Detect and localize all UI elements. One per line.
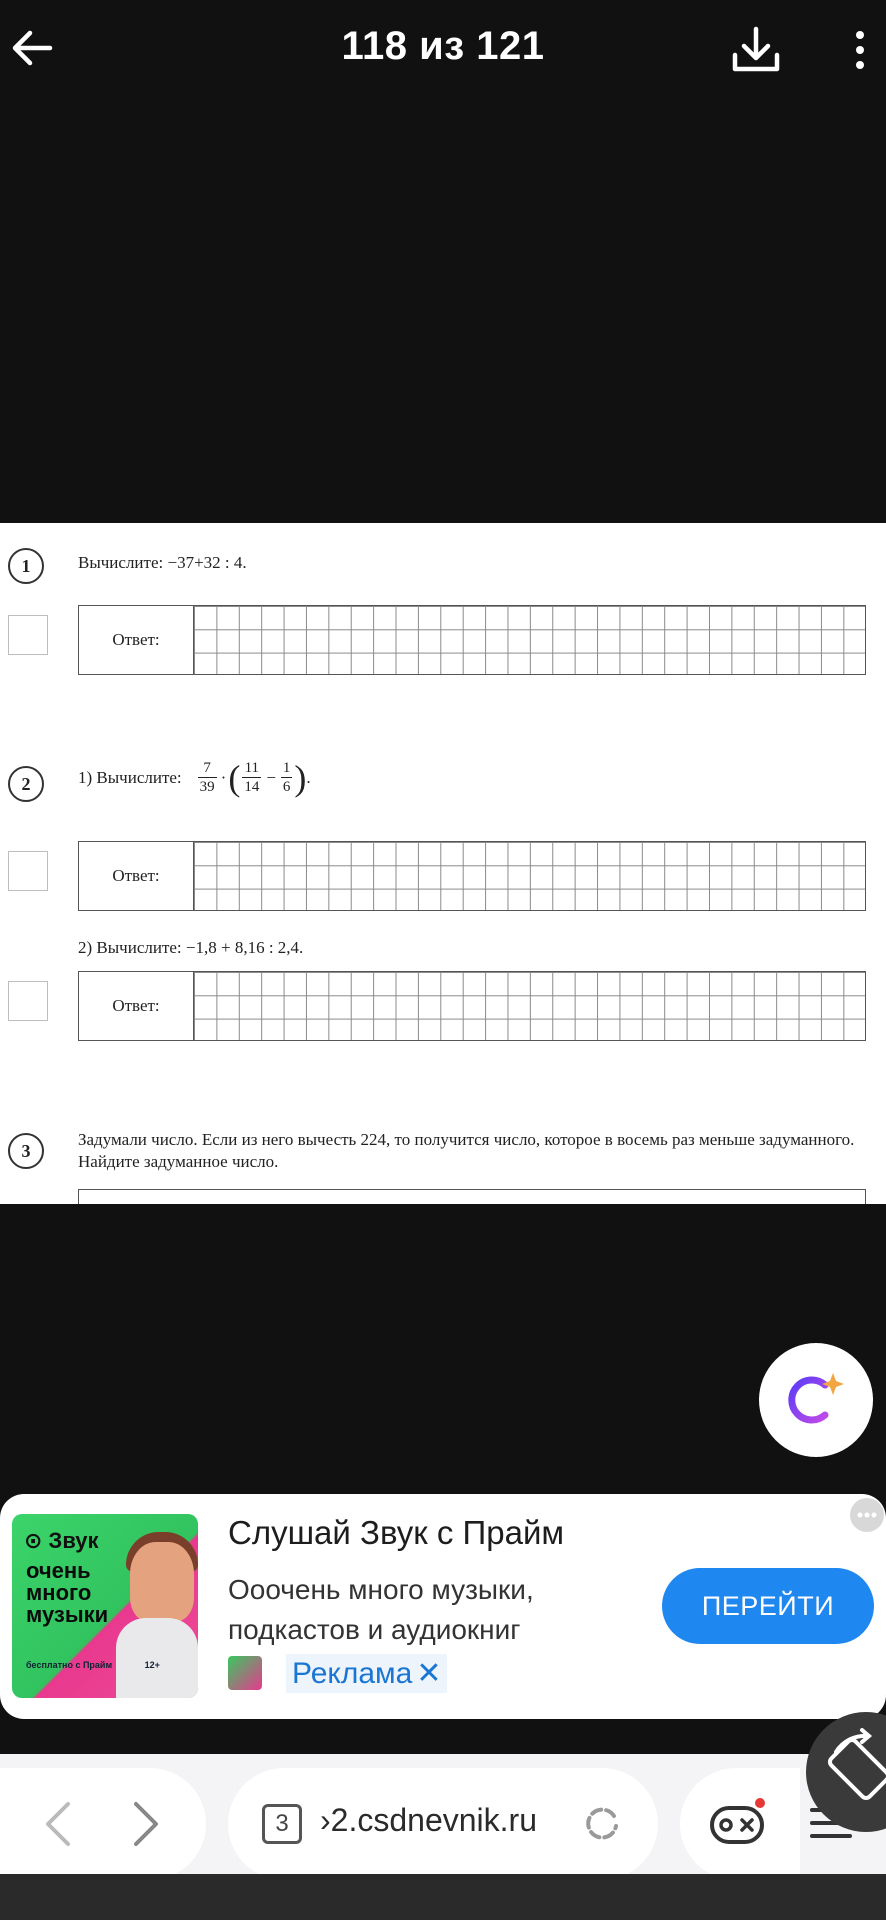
navigation-pill xyxy=(0,1768,206,1880)
task-1-answer-grid[interactable] xyxy=(194,606,865,674)
task-2-2-answer-box[interactable] xyxy=(78,971,866,1041)
close-icon[interactable]: ✕ xyxy=(416,1657,442,1690)
ad-slogan: очень много музыки xyxy=(26,1558,109,1627)
page-counter: 118 из 121 xyxy=(341,24,545,68)
task-2-part-2-text: 2) Вычислите: −1,8 + 8,16 : 2,4. xyxy=(78,938,304,957)
task-1-number: 1 xyxy=(8,548,44,584)
fraction-c: $\frac{1}{6}$ xyxy=(282,760,291,795)
chevron-left-icon xyxy=(44,1800,72,1848)
ad-cta-button[interactable]: ПЕРЕЙТИ xyxy=(662,1568,874,1644)
task-1-answer-box[interactable] xyxy=(78,605,866,675)
ad-banner[interactable] xyxy=(0,1494,886,1719)
reload-icon xyxy=(580,1802,624,1846)
task-2-part-1-text: 1) Вычислите: $\frac{7}{39}$ · ( $\frac{11}{14}$ − $\frac{1}{6}$ ) . xyxy=(78,757,311,798)
more-horizontal-icon xyxy=(857,1512,877,1518)
rotate-screen-button[interactable] xyxy=(806,1712,886,1832)
task-3-answer-box[interactable] xyxy=(78,1189,866,1204)
task-3-text: Задумали число. Если из него вычесть 224, то получится число, которое в восемь раз меньше задуманного. Найдите задуманное число. xyxy=(78,1130,855,1171)
task-3-number: 3 xyxy=(8,1133,44,1169)
task-1-answer-label: Ответ: xyxy=(79,606,194,674)
ad-label[interactable]: Реклама ✕ xyxy=(286,1654,447,1693)
system-nav-strip xyxy=(0,1874,886,1920)
browser-forward-button[interactable] xyxy=(118,1796,174,1852)
ad-description: Ооочень много музыки, подкастов и аудиокниг xyxy=(228,1574,534,1645)
task-2-2-score-box xyxy=(8,981,48,1021)
more-vertical-icon xyxy=(854,29,866,71)
fraction-b: $\frac{11}{14}$ xyxy=(244,760,260,795)
download-icon xyxy=(729,23,783,77)
fraction-a: $\frac{7}{39}$ xyxy=(199,760,215,795)
ad-strip-text: бесплатно с Прайм 12+ xyxy=(26,1660,160,1670)
task-1-text: Вычислите: −37+32 : 4. xyxy=(78,553,247,572)
rotate-icon xyxy=(806,1712,886,1832)
chevron-right-icon xyxy=(132,1800,160,1848)
ad-person-face xyxy=(130,1542,194,1622)
task-2-1-answer-label: Ответ: xyxy=(79,842,194,910)
address-bar[interactable] xyxy=(228,1768,658,1880)
gamepad-icon xyxy=(708,1798,766,1850)
task-2-2-answer-label: Ответ: xyxy=(79,972,194,1040)
task-2-1-score-box xyxy=(8,851,48,891)
ad-brand: ⊙ Звук xyxy=(24,1528,99,1553)
task-2-part-1-prefix: 1) Вычислите: xyxy=(78,767,182,787)
ad-more-button[interactable] xyxy=(850,1498,884,1532)
alice-assistant-icon xyxy=(785,1369,847,1431)
ad-person-shirt xyxy=(116,1618,198,1698)
task-1-score-box xyxy=(8,615,48,655)
url-text[interactable]: ›2.csdnevnik.ru xyxy=(320,1802,537,1838)
document-page xyxy=(0,523,886,1204)
ad-title[interactable]: Слушай Звук с Прайм xyxy=(228,1514,565,1551)
task-2-1-answer-grid[interactable] xyxy=(194,842,865,910)
tab-count[interactable]: 3 xyxy=(262,1804,302,1844)
assistant-button[interactable] xyxy=(759,1343,873,1457)
task-2-number: 2 xyxy=(8,766,44,802)
top-bar xyxy=(0,0,886,100)
games-button[interactable] xyxy=(708,1798,766,1850)
task-2-2-answer-grid[interactable] xyxy=(194,972,865,1040)
reload-button[interactable] xyxy=(580,1802,624,1846)
browser-back-button[interactable] xyxy=(30,1796,86,1852)
task-2-1-answer-box[interactable] xyxy=(78,841,866,911)
download-button[interactable] xyxy=(726,20,786,80)
ad-image[interactable] xyxy=(12,1514,198,1698)
games-pill xyxy=(680,1768,800,1880)
more-options-button[interactable] xyxy=(842,24,878,76)
ad-small-icon xyxy=(228,1656,262,1690)
